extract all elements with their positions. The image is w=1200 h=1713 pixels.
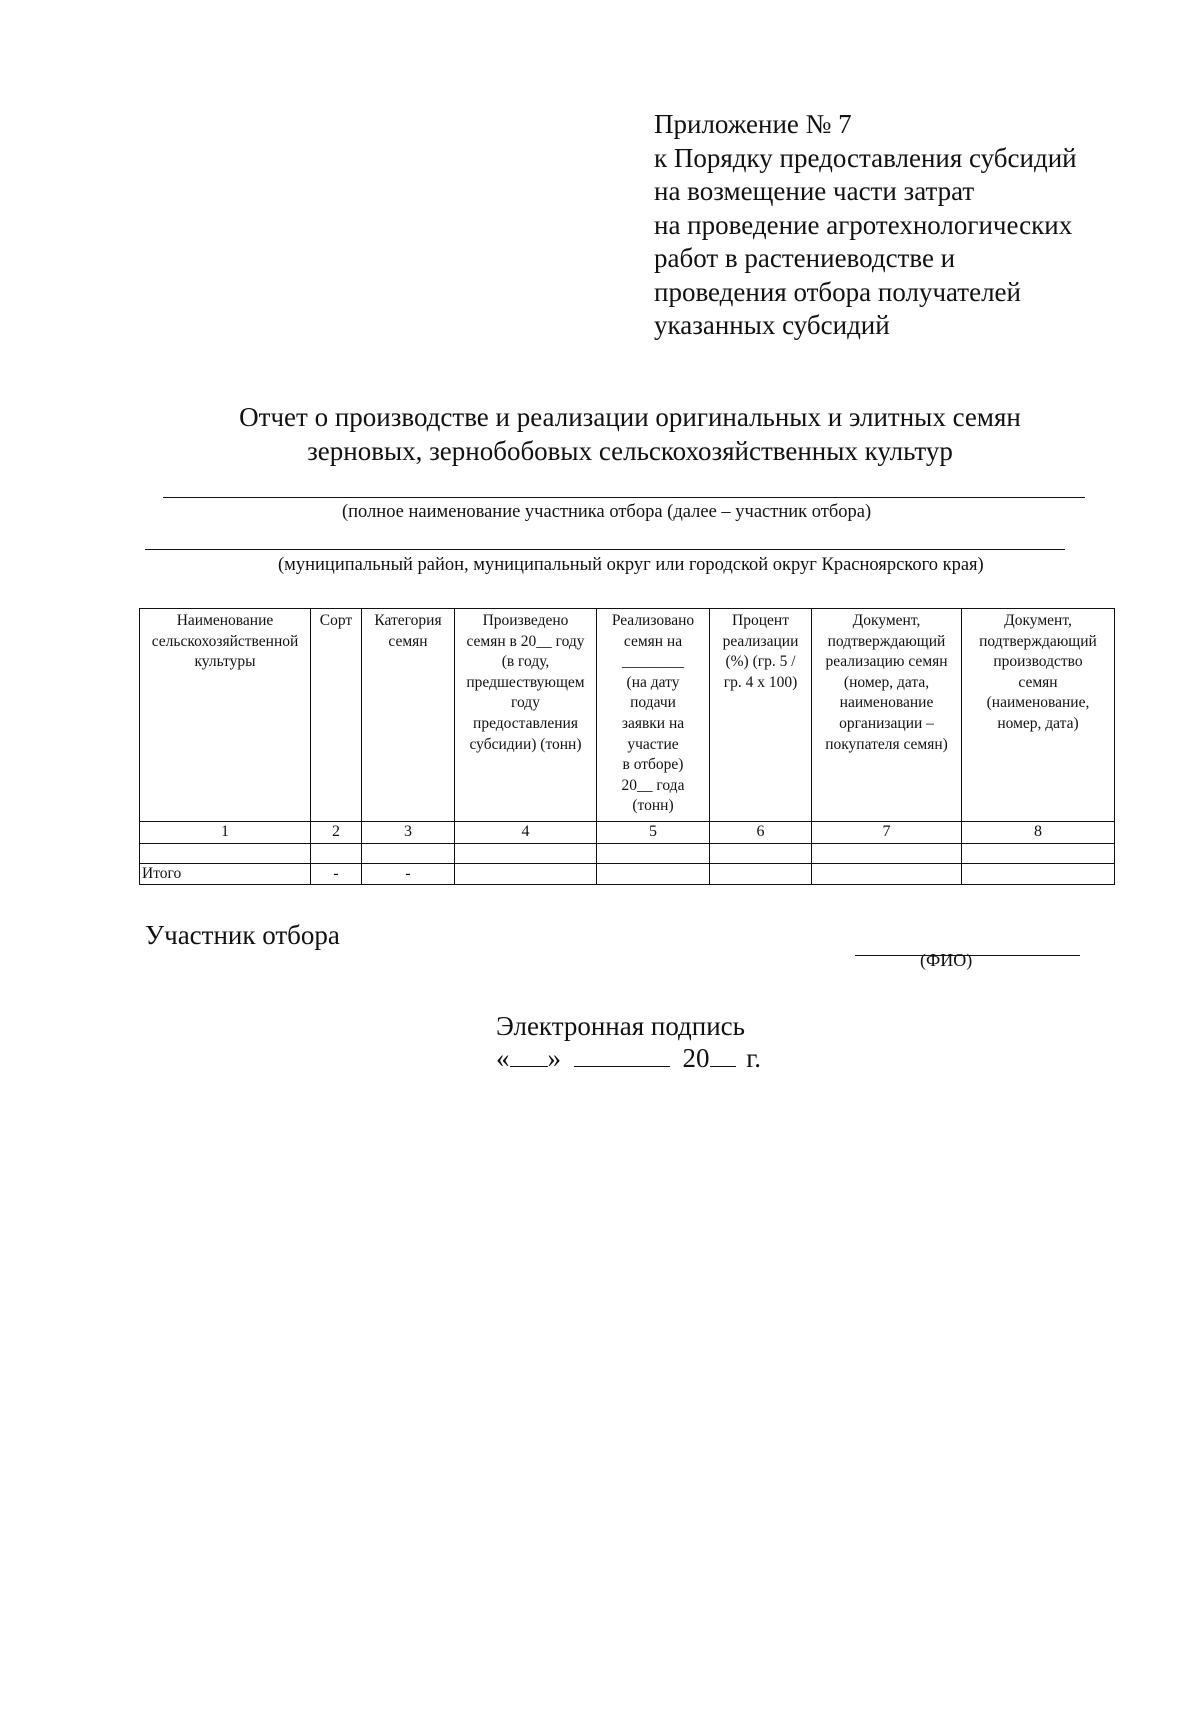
header-crop-name: Наименование сельскохозяйственной культуры [140, 609, 311, 822]
fio-label: (ФИО) [920, 950, 973, 970]
appendix-line: проведения отбора получателей [654, 276, 1021, 307]
column-number: 4 [455, 822, 597, 844]
header-sale-percent: Процент реализации (%) (гр. 5 / гр. 4 x 100) [710, 609, 812, 822]
total-label: Итого [140, 863, 311, 885]
header-variety: Сорт [311, 609, 362, 822]
total-cell[interactable] [812, 863, 962, 885]
district-caption: (муниципальный район, муниципальный округ или городской округ Красноярского края) [278, 555, 984, 575]
header-seed-category: Категория семян [362, 609, 455, 822]
appendix-line: на проведение агротехнологических [654, 209, 1073, 240]
total-cell[interactable] [597, 863, 710, 885]
total-cell: - [362, 863, 455, 885]
table-cell[interactable] [362, 843, 455, 863]
title-line-1: Отчет о производстве и реализации оригинальных и элитных семян [239, 402, 1021, 432]
table-cell[interactable] [140, 843, 311, 863]
column-number: 6 [710, 822, 812, 844]
column-number: 3 [362, 822, 455, 844]
year-blank[interactable] [710, 1044, 736, 1067]
year-prefix: 20 [682, 1043, 710, 1073]
total-cell[interactable] [962, 863, 1115, 885]
appendix-line: работ в растениеводстве и [654, 243, 956, 273]
total-cell[interactable] [710, 863, 812, 885]
table-cell[interactable] [455, 843, 597, 863]
column-number: 5 [597, 822, 710, 844]
participant-name-line[interactable] [163, 497, 1085, 498]
month-blank[interactable] [574, 1044, 670, 1067]
electronic-signature-label: Электронная подпись [496, 1011, 745, 1041]
signature-date [496, 1043, 761, 1074]
document-title [0, 400, 1200, 468]
title-line-2: зерновых, зернобобовых сельскохозяйственных культур [307, 436, 953, 466]
total-cell[interactable] [455, 863, 597, 885]
column-number: 1 [140, 822, 311, 844]
table-cell[interactable] [710, 843, 812, 863]
appendix-line: Приложение № 7 [654, 109, 852, 139]
date-close-quote: » [547, 1043, 561, 1073]
participant-label: Участник отбора [145, 920, 340, 950]
day-blank[interactable] [510, 1044, 548, 1067]
appendix-line: на возмещение части затрат [654, 176, 975, 206]
table-row [140, 843, 1115, 863]
participant-name-caption: (полное наименование участника отбора (далее – участник отбора) [342, 502, 872, 522]
column-number: 7 [812, 822, 962, 844]
column-number: 2 [311, 822, 362, 844]
table-header-row [140, 609, 1115, 822]
appendix-line: к Порядку предоставления субсидий [654, 142, 1077, 173]
total-cell: - [311, 863, 362, 885]
total-row [140, 863, 1115, 885]
header-sale-document: Документ, подтверждающий реализацию семян (номер, дата, наименование организации – покупателя семян) [812, 609, 962, 822]
appendix-header [654, 108, 1077, 343]
header-production-document: Документ, подтверждающий производство семян (наименование, номер, дата) [962, 609, 1115, 822]
column-number: 8 [962, 822, 1115, 844]
header-produced: Произведено семян в 20__ году (в году, предшествующем году предоставления субсидии) (тонн) [455, 609, 597, 822]
appendix-line: указанных субсидий [654, 310, 890, 340]
header-sold: Реализовано семян на ________ (на дату подачи заявки на участие в отборе) 20__ года (тонн) [597, 609, 710, 822]
table-cell[interactable] [812, 843, 962, 863]
table-cell[interactable] [597, 843, 710, 863]
report-table [139, 608, 1115, 885]
table-cell[interactable] [962, 843, 1115, 863]
table-cell[interactable] [311, 843, 362, 863]
date-open-quote: « [496, 1043, 510, 1073]
year-suffix: г. [746, 1043, 762, 1073]
column-number-row [140, 822, 1115, 844]
district-line[interactable] [145, 549, 1065, 550]
